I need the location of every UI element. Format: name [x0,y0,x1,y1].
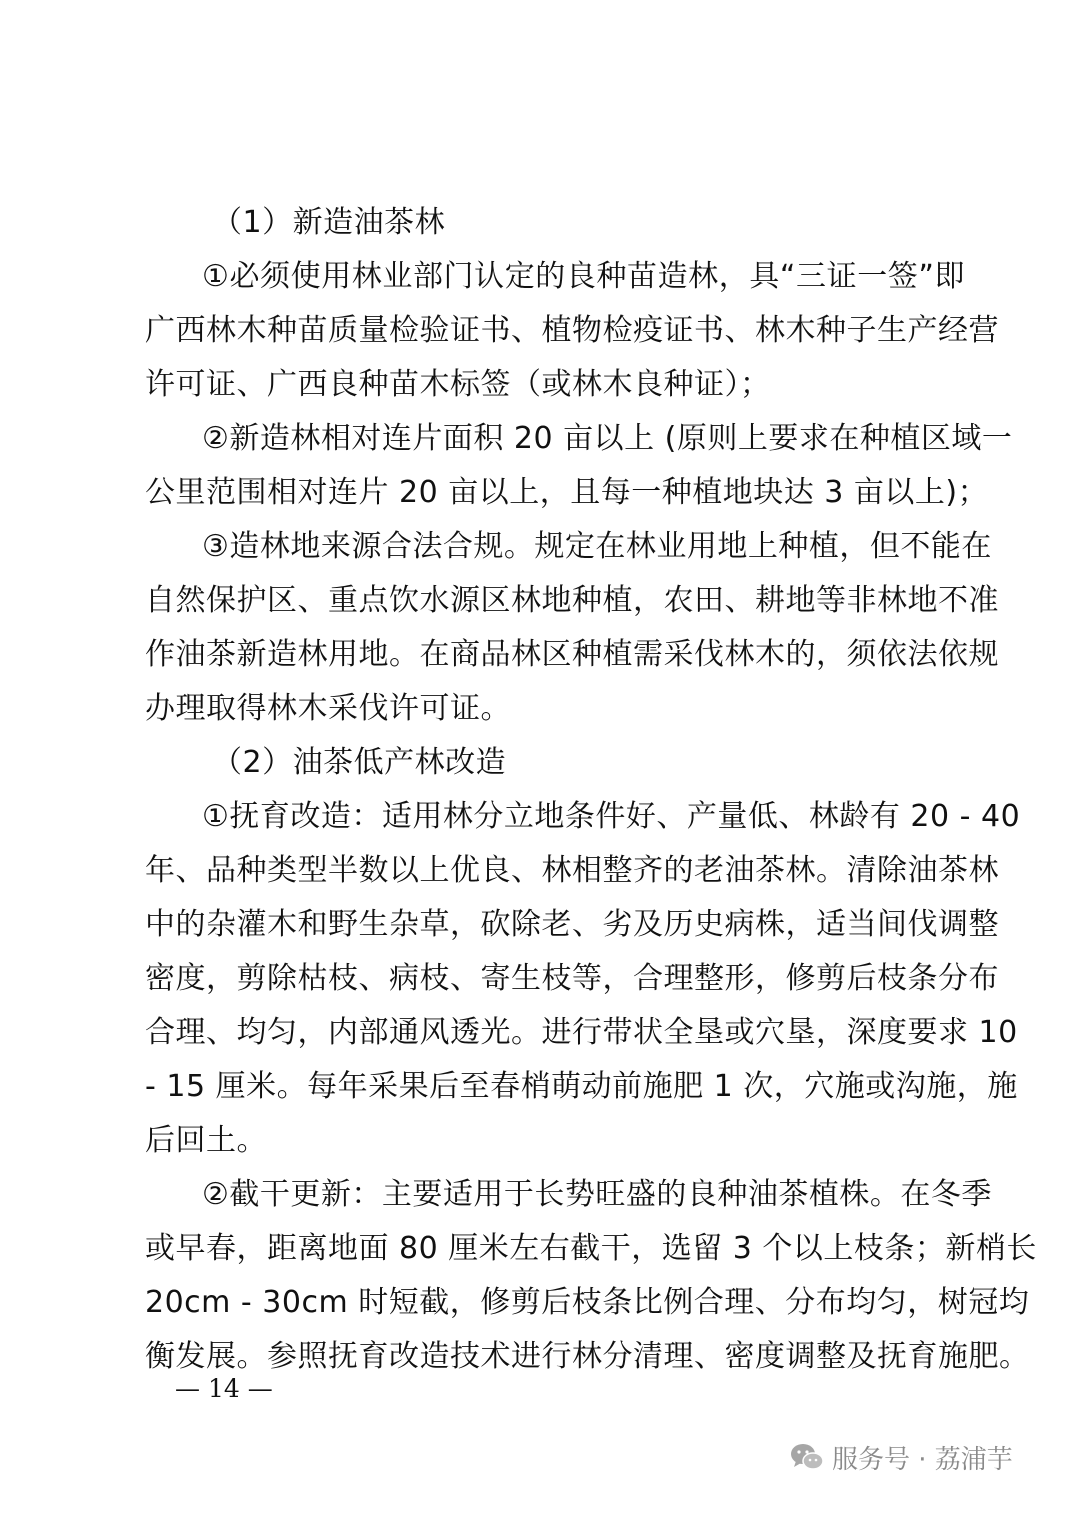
paragraph-line: 公里范围相对连片 20 亩以上，且每一种植地块达 3 亩以上)； [145,475,989,510]
paragraph-line: 办理取得林木采伐许可证。 [145,691,511,726]
wechat-icon [790,1442,824,1472]
paragraph-line: 衡发展。参照抚育改造技术进行林分清理、密度调整及抚育施肥。 [145,1339,1030,1374]
paragraph-line: 年、品种类型半数以上优良、林相整齐的老油茶林。清除油茶林 [145,853,999,888]
watermark-text: 服务号 · 荔浦芋 [832,1444,1013,1475]
section-heading-1: （1）新造油茶林 [212,205,446,240]
paragraph-line: 20cm - 30cm 时短截，修剪后枝条比例合理、分布均匀，树冠均 [145,1285,1030,1320]
paragraph-line: 后回土。 [145,1123,267,1158]
page-number: — 14 — [175,1374,273,1403]
paragraph-line: ①必须使用林业部门认定的良种苗造林，具“三证一签”即 [202,259,965,294]
paragraph-line: 许可证、广西良种苗木标签（或林木良种证）； [145,367,771,402]
paragraph-line: ①抚育改造：适用林分立地条件好、产量低、林龄有 20 - 40 [202,799,1021,834]
paragraph-line: 或早春，距离地面 80 厘米左右截干，选留 3 个以上枝条；新梢长 [145,1231,1037,1266]
paragraph-line: ③造林地来源合法合规。规定在林业用地上种植，但不能在 [202,529,992,564]
paragraph-line: - 15 厘米。每年采果后至春梢萌动前施肥 1 次，穴施或沟施，施 [145,1069,1018,1104]
paragraph-line: 合理、均匀，内部通风透光。进行带状全垦或穴垦，深度要求 10 [145,1015,1018,1050]
paragraph-line: 密度，剪除枯枝、病枝、寄生枝等，合理整形，修剪后枝条分布 [145,961,999,996]
paragraph-line: 作油茶新造林用地。在商品林区种植需采伐林木的，须依法依规 [145,637,999,672]
paragraph-line: ②截干更新：主要适用于长势旺盛的良种油茶植株。在冬季 [202,1177,992,1212]
section-heading-2: （2）油茶低产林改造 [212,745,507,780]
watermark [790,1437,1013,1477]
paragraph-line: 广西林木种苗质量检验证书、植物检疫证书、林木种子生产经营 [145,313,999,348]
paragraph-line: 自然保护区、重点饮水源区林地种植，农田、耕地等非林地不准 [145,583,999,618]
paragraph-line: 中的杂灌木和野生杂草，砍除老、劣及历史病株，适当间伐调整 [145,907,999,942]
paragraph-line: ②新造林相对连片面积 20 亩以上 (原则上要求在种植区域一 [202,421,1013,456]
